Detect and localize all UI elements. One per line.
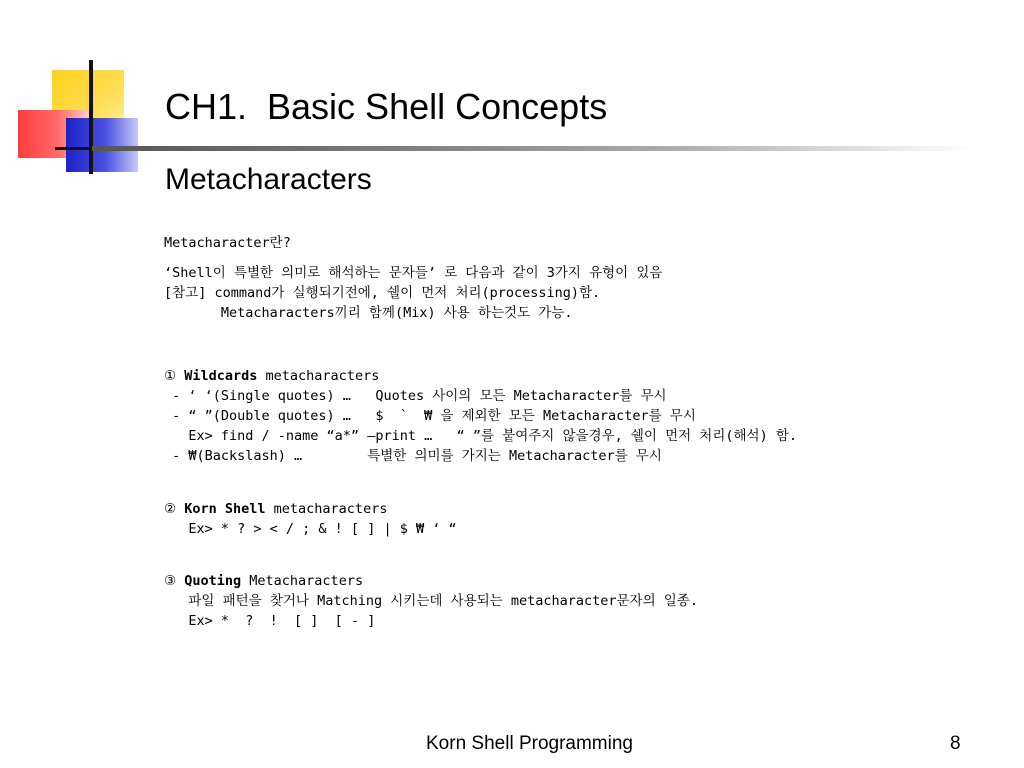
wildcards-item-single-quotes: - ‘ ‘(Single quotes) … Quotes 사이의 모든 Metacharacter를 무시	[164, 388, 667, 404]
logo-vertical-line	[89, 60, 93, 174]
quoting-keyword: Quoting	[184, 573, 242, 589]
page-number: 8	[950, 733, 961, 754]
wildcards-section	[164, 366, 797, 466]
intro-line-3: Metacharacters끼리 함께(Mix) 사용 하는것도 가능.	[164, 305, 573, 321]
slide-subtitle: Metacharacters	[165, 163, 372, 196]
quoting-heading: Metacharacters	[241, 573, 364, 589]
slide-title: CH1. Basic Shell Concepts	[165, 86, 608, 127]
wildcards-heading: metacharacters	[257, 368, 380, 384]
wildcards-item-backslash: - ₩(Backslash) … 특별한 의미를 가지는 Metacharacter를 무시	[164, 448, 662, 464]
quoting-description: 파일 패턴을 찾거나 Matching 시키는데 사용되는 metacharacter문자의 일종.	[164, 593, 698, 609]
korn-keyword: Korn Shell	[184, 501, 266, 517]
korn-section	[164, 499, 457, 539]
intro-line-2: [참고] command가 실행되기전에, 쉘이 먼저 처리(processing)함.	[164, 285, 601, 301]
wildcards-item-example: Ex> find / -name “a*” –print … “ ”를 붙여주지 않을경우, 쉘이 먼저 처리(해석) 함.	[164, 428, 797, 444]
quoting-number: ③	[164, 573, 177, 589]
slide-logo-decoration	[0, 0, 160, 190]
wildcards-item-double-quotes: - “ ”(Double quotes) … $ ` ₩ 을 제외한 모든 Metacharacter를 무시	[164, 408, 696, 424]
korn-number: ②	[164, 501, 177, 517]
footer-title: Korn Shell Programming	[426, 733, 633, 754]
quoting-example: Ex> * ? ! [ ] [ - ]	[164, 613, 376, 629]
intro-text	[164, 263, 662, 323]
wildcards-keyword: Wildcards	[184, 368, 258, 384]
wildcards-number: ①	[164, 368, 177, 384]
intro-line-1: ‘Shell이 특별한 의미로 해석하는 문자들’ 로 다음과 같이 3가지 유형이 있음	[164, 265, 663, 281]
logo-blue-square	[66, 118, 138, 172]
intro-question: Metacharacter란?	[164, 235, 291, 251]
quoting-section	[164, 571, 698, 631]
korn-example: Ex> * ? > < / ; & ! [ ] | $ ₩ ‘ “	[164, 521, 457, 537]
title-underline	[92, 146, 972, 151]
korn-heading: metacharacters	[265, 501, 388, 517]
